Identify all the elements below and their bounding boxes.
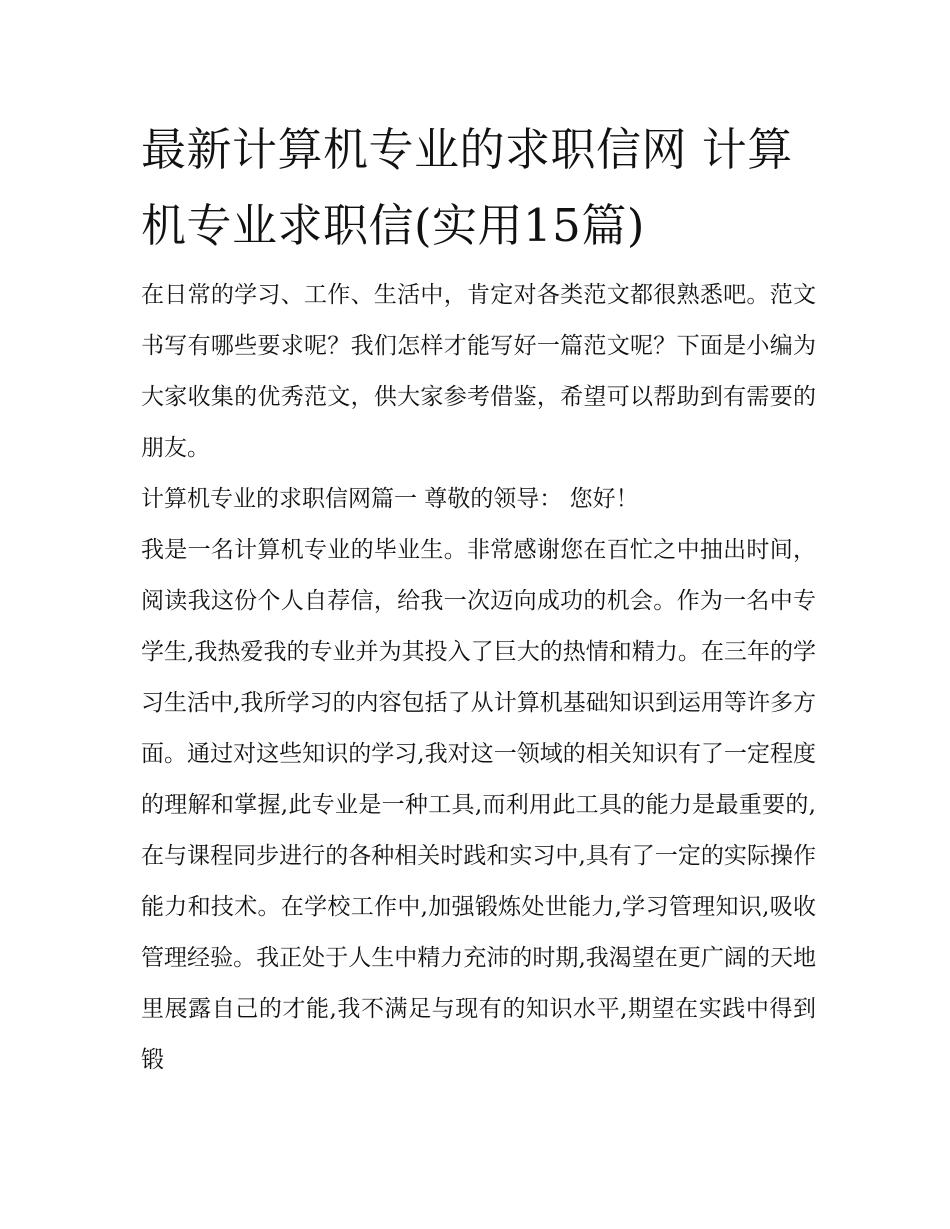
document-title: 最新计算机专业的求职信网 计算机专业求职信(实用15篇)	[141, 123, 793, 252]
body-paragraph: 我是一名计算机专业的毕业生。非常感谢您在百忙之中抽出时间，阅读我这份个人自荐信，给我一次迈向成功的机会。作为一名中专学生,我热爱我的专业并为其投入了巨大的热情和精力。在三年的学习生活中,我所学习的内容包括了从计算机基础知识到运用等许多方面。通过对这些知识的学习,我对这一领域的相关知识有了一定程度的理解和掌握,此专业是一种工具,而利用此工具的能力是最重要的,在与课程同步进行的各种相关时践和实习中,具有了一定的实际操作能力和技术。在学校工作中,加强锻炼处世能力,学习管理知识,吸收管理经验。我正处于人生中精力充沛的时期,我渴望在更广阔的天地里展露自己的才能,我不满足与现有的知识水平,期望在实践中得到锻	[141, 537, 816, 1073]
section-heading: 计算机专业的求职信网篇一 尊敬的领导： 您好！	[141, 486, 639, 512]
document-page	[141, 112, 816, 1086]
intro-paragraph: 在日常的学习、工作、生活中，肯定对各类范文都很熟悉吧。范文书写有哪些要求呢？我们怎样才能写好一篇范文呢？下面是小编为大家收集的优秀范文，供大家参考借鉴，希望可以帮助到有需要的朋友。	[141, 282, 816, 461]
